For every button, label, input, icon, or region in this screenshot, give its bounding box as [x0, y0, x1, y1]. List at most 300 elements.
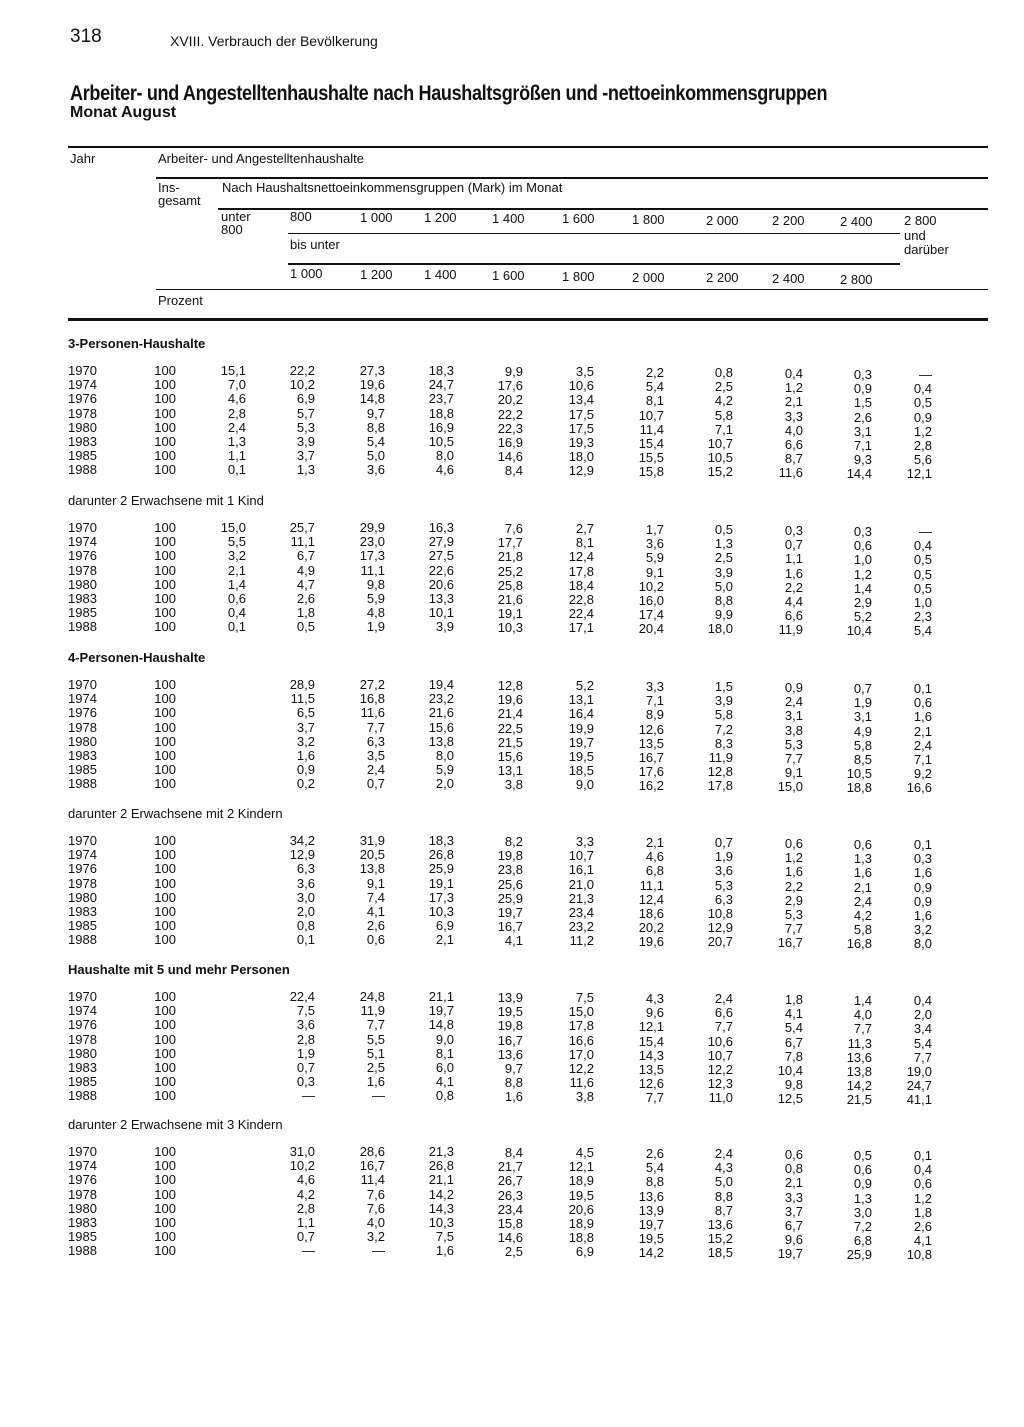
cell-year: 1983 [68, 434, 97, 449]
cell-year: 1970 [68, 520, 97, 535]
header-last-2: und [904, 228, 926, 243]
cell-value: 22,8 [568, 592, 594, 607]
cell-year: 1988 [68, 932, 97, 948]
header-to-1: 1 200 [360, 267, 393, 282]
cell-value: 14,8 [359, 391, 385, 407]
cell-value: 7,6 [366, 1200, 385, 1216]
cell-value: 17,3 [428, 889, 454, 905]
cell-value: 2,4 [784, 694, 803, 710]
cell-value: 16,6 [568, 1032, 594, 1048]
cell-value: 16,9 [497, 435, 523, 450]
cell-value: 1,8 [784, 992, 803, 1007]
cell-value: — [919, 524, 932, 539]
cell-value: 14,4 [846, 466, 872, 482]
cell-value: 100 [154, 405, 176, 421]
cell-value: 4,6 [296, 1172, 315, 1188]
cell-value: 0,1 [913, 681, 932, 696]
cell-year: 1980 [68, 576, 97, 592]
cell-value: 4,7 [296, 576, 315, 592]
cell-value: 4,6 [645, 849, 664, 865]
cell-value: 0,9 [784, 680, 803, 695]
cell-value: 14,3 [638, 1047, 664, 1063]
cell-value: 0,6 [853, 1162, 872, 1178]
cell-value: 100 [154, 1215, 176, 1230]
cell-value: 100 [154, 932, 176, 948]
cell-value: 9,9 [714, 607, 733, 623]
cell-value: 100 [154, 1172, 176, 1188]
cell-value: 23,4 [497, 1201, 523, 1217]
cell-value: 1,3 [227, 434, 246, 449]
cell-value: 24,7 [906, 1078, 932, 1094]
cell-value: 100 [154, 847, 176, 863]
cell-value: 7,5 [296, 1003, 315, 1019]
cell-value: 13,4 [568, 392, 594, 408]
cell-value: 11,9 [708, 750, 733, 765]
cell-value: 18,3 [428, 833, 454, 848]
cell-value: 6,6 [784, 608, 803, 624]
cell-value: 13,5 [638, 1062, 664, 1077]
cell-value: 20,6 [428, 576, 454, 592]
section-label: 3-Personen-Haushalte [68, 336, 206, 351]
cell-value: 5,4 [366, 434, 385, 449]
cell-value: 100 [154, 719, 176, 735]
cell-value: 12,2 [707, 1062, 733, 1077]
cell-value: 5,4 [645, 379, 664, 395]
cell-value: 1,4 [853, 993, 872, 1008]
cell-value: 2,6 [366, 918, 385, 934]
table-row [0, 576, 1024, 596]
cell-value: 100 [154, 377, 176, 393]
cell-value: 12,4 [568, 549, 594, 565]
cell-year: 1985 [68, 1229, 97, 1245]
table-row [0, 861, 1024, 881]
cell-value: 5,9 [366, 591, 385, 606]
cell-value: 11,1 [290, 534, 315, 550]
cell-value: 0,8 [784, 1161, 803, 1177]
cell-value: 0,5 [296, 619, 315, 635]
cell-value: 4,2 [296, 1186, 315, 1202]
table-row [0, 391, 1024, 411]
cell-value: 10,7 [638, 407, 664, 423]
cell-value: 100 [154, 419, 176, 435]
cell-value: 16,7 [497, 919, 523, 935]
table-row [0, 918, 1024, 938]
cell-value: 8,8 [504, 1075, 523, 1091]
cell-value: 100 [154, 691, 176, 707]
cell-value: 25,7 [289, 520, 315, 535]
cell-value: 12,1 [906, 466, 932, 482]
cell-year: 1983 [68, 1060, 97, 1075]
cell-value: 0,7 [296, 1229, 315, 1245]
cell-value: 1,2 [913, 1190, 932, 1206]
cell-value: 3,3 [575, 834, 594, 849]
cell-value: 11,0 [708, 1090, 733, 1106]
cell-value: 4,6 [435, 462, 454, 478]
cell-value: 12,6 [638, 1076, 664, 1092]
rule-header-bottom [68, 318, 988, 321]
cell-value: 0,1 [913, 837, 932, 852]
cell-value: 0,9 [853, 1176, 872, 1192]
cell-value: 28,9 [289, 677, 315, 692]
cell-value: 10,3 [497, 620, 523, 636]
cell-value: 2,1 [853, 879, 872, 895]
cell-value: 100 [154, 548, 176, 564]
cell-value: 0,1 [227, 462, 246, 478]
cell-value: 0,6 [784, 1147, 803, 1162]
cell-year: 1980 [68, 889, 97, 905]
cell-value: 21,6 [497, 592, 523, 607]
cell-value: 31,9 [359, 833, 385, 848]
cell-value: 13,9 [638, 1202, 664, 1218]
cell-value: 6,7 [784, 1218, 803, 1233]
cell-value: 26,8 [428, 1158, 454, 1174]
cell-value: 0,7 [714, 835, 733, 850]
cell-value: 100 [154, 677, 176, 692]
cell-value: 4,2 [714, 393, 733, 409]
cell-value: 9,7 [366, 405, 385, 421]
table-row [0, 363, 1024, 382]
cell-value: 31,0 [289, 1144, 315, 1159]
cell-value: 7,1 [714, 421, 733, 437]
cell-value: 100 [154, 875, 176, 891]
cell-value: 0,1 [296, 932, 315, 948]
cell-value: 12,1 [638, 1019, 664, 1035]
rule-bis [288, 233, 900, 234]
cell-value: 10,3 [428, 1215, 454, 1230]
cell-value: 5,2 [853, 609, 872, 625]
cell-value: 16,7 [497, 1032, 523, 1048]
cell-value: 3,0 [296, 889, 315, 905]
cell-value: 9,1 [784, 765, 803, 781]
cell-value: 2,6 [645, 1146, 664, 1161]
cell-value: 18,3 [428, 363, 454, 378]
cell-value: 17,6 [497, 378, 523, 394]
cell-value: 27,5 [428, 548, 454, 564]
cell-value: 7,7 [645, 1090, 664, 1106]
cell-value: 100 [154, 1045, 176, 1061]
cell-value: 21,5 [846, 1092, 872, 1108]
cell-value: 8,4 [504, 1145, 523, 1160]
cell-value: 13,1 [568, 692, 594, 708]
cell-value: 2,4 [913, 737, 932, 753]
cell-value: 25,6 [497, 876, 523, 892]
cell-value: 100 [154, 861, 176, 877]
header-to-3: 1 600 [492, 268, 525, 283]
table-row [0, 677, 1024, 696]
cell-value: 1,1 [784, 551, 803, 567]
cell-value: 0,6 [853, 538, 872, 554]
cell-value: 12,3 [707, 1076, 733, 1092]
cell-value: 3,6 [296, 875, 315, 891]
cell-value: 3,9 [714, 693, 733, 709]
cell-value: — [372, 1243, 385, 1259]
cell-value: 100 [154, 1200, 176, 1216]
cell-value: 18,5 [707, 1245, 733, 1261]
cell-value: 0,2 [296, 776, 315, 792]
cell-value: 3,6 [366, 462, 385, 478]
cell-value: 17,0 [568, 1046, 594, 1062]
cell-value: 17,5 [568, 420, 594, 436]
cell-value: 10,5 [428, 434, 454, 449]
cell-value: 8,7 [714, 1202, 733, 1218]
cell-value: 11,4 [639, 421, 664, 437]
cell-year: 1976 [68, 705, 97, 721]
cell-value: 2,1 [227, 562, 246, 578]
table-row [0, 1003, 1024, 1023]
cell-value: 12,4 [638, 891, 664, 907]
header-last-1: 2 800 [904, 213, 937, 228]
cell-value: 19,7 [428, 1003, 454, 1019]
cell-value: 100 [154, 605, 176, 621]
cell-value: 0,3 [913, 851, 932, 867]
cell-value: 4,1 [913, 1233, 932, 1249]
cell-year: 1985 [68, 605, 97, 621]
cell-value: 25,9 [497, 890, 523, 906]
table-row [0, 462, 1024, 482]
cell-value: 22,2 [289, 363, 315, 378]
cell-value: 19,7 [497, 905, 523, 920]
cell-value: 100 [154, 1088, 176, 1104]
header-from-3: 1 400 [492, 211, 525, 226]
cell-value: 20,2 [497, 392, 523, 408]
table-row [0, 1031, 1024, 1051]
table-row [0, 1088, 1024, 1108]
cell-value: 3,7 [296, 448, 315, 464]
cell-value: 4,2 [853, 908, 872, 923]
cell-value: 19,5 [568, 749, 594, 764]
cell-value: 4,1 [784, 1006, 803, 1022]
cell-value: 23,0 [359, 534, 385, 550]
cell-value: 18,5 [568, 763, 594, 779]
cell-value: 0,4 [913, 538, 932, 554]
header-prozent: Prozent [158, 293, 203, 308]
cell-value: 5,3 [784, 736, 803, 752]
cell-value: 21,7 [497, 1159, 523, 1175]
cell-value: 100 [154, 1031, 176, 1047]
table-row [0, 1060, 1024, 1079]
cell-value: 100 [154, 1144, 176, 1159]
table-row [0, 1074, 1024, 1094]
cell-value: 7,4 [366, 889, 385, 905]
cell-value: 8,5 [853, 752, 872, 767]
header-ins-2: gesamt [158, 193, 201, 208]
cell-value: 2,5 [714, 550, 733, 566]
cell-value: 5,6 [913, 452, 932, 468]
cell-value: 2,5 [714, 379, 733, 395]
cell-value: 19,8 [497, 848, 523, 864]
cell-year: 1983 [68, 748, 97, 763]
chapter-title: XVIII. Verbrauch der Bevölkerung [170, 33, 378, 49]
cell-value: 10,1 [428, 605, 454, 621]
cell-value: 10,6 [568, 378, 594, 394]
header-from-1: 1 000 [360, 210, 393, 225]
cell-value: 7,7 [366, 1017, 385, 1033]
cell-year: 1988 [68, 776, 97, 792]
cell-value: 16,8 [359, 691, 385, 707]
cell-value: 21,3 [428, 1144, 454, 1159]
cell-value: 5,8 [714, 707, 733, 723]
cell-value: 1,6 [784, 565, 803, 581]
cell-value: 100 [154, 1243, 176, 1259]
table-row [0, 889, 1024, 909]
cell-value: 1,2 [913, 423, 932, 439]
cell-value: 25,8 [497, 577, 523, 593]
cell-value: 2,2 [784, 878, 803, 894]
header-nach: Nach Haushaltsnettoeinkommensgruppen (Mark) im Monat [222, 180, 563, 195]
cell-value: 6,9 [575, 1244, 594, 1260]
cell-value: 0,9 [853, 381, 872, 397]
cell-value: 5,3 [296, 419, 315, 435]
cell-value: 3,0 [853, 1204, 872, 1220]
cell-value: 19,5 [638, 1231, 664, 1247]
cell-year: 1978 [68, 1186, 97, 1202]
cell-value: 10,5 [846, 766, 872, 782]
cell-value: 3,1 [853, 423, 872, 439]
cell-value: 7,1 [913, 752, 932, 767]
cell-value: 19,4 [428, 677, 454, 692]
cell-value: 100 [154, 1186, 176, 1202]
cell-value: 11,2 [569, 933, 594, 949]
cell-value: 16,7 [359, 1158, 385, 1174]
cell-year: 1978 [68, 719, 97, 735]
cell-year: 1976 [68, 391, 97, 407]
cell-value: 7,6 [366, 1186, 385, 1202]
table-row [0, 1017, 1024, 1037]
cell-value: 11,6 [778, 465, 803, 481]
header-to-4: 1 800 [562, 269, 595, 284]
cell-value: 100 [154, 1158, 176, 1174]
cell-value: 16,6 [906, 780, 932, 796]
cell-value: 3,6 [645, 536, 664, 552]
cell-value: 5,4 [645, 1160, 664, 1176]
cell-value: 1,6 [366, 1074, 385, 1090]
cell-value: 100 [154, 1017, 176, 1033]
cell-value: 100 [154, 762, 176, 778]
cell-value: 0,3 [296, 1074, 315, 1090]
section-label: Haushalte mit 5 und mehr Personen [68, 962, 290, 977]
page-number: 318 [70, 26, 102, 47]
cell-value: 0,5 [913, 566, 932, 582]
cell-value: 0,8 [296, 918, 315, 934]
cell-value: 12,1 [568, 1159, 594, 1175]
cell-value: 2,4 [366, 762, 385, 778]
cell-value: 14,2 [846, 1078, 872, 1094]
cell-value: 12,5 [777, 1091, 803, 1107]
cell-value: 3,5 [366, 748, 385, 763]
cell-year: 1988 [68, 462, 97, 478]
cell-value: 2,4 [714, 1146, 733, 1161]
cell-value: 0,4 [784, 366, 803, 381]
cell-value: 5,8 [853, 922, 872, 938]
cell-value: 22,4 [289, 989, 315, 1004]
cell-value: 26,3 [497, 1187, 523, 1203]
cell-value: 17,8 [707, 778, 733, 794]
rule-nach [218, 208, 988, 210]
cell-value: 100 [154, 391, 176, 407]
cell-value: 100 [154, 918, 176, 934]
cell-value: 100 [154, 591, 176, 606]
cell-value: 8,0 [913, 936, 932, 952]
cell-value: 21,1 [428, 1172, 454, 1188]
cell-value: 8,1 [575, 535, 594, 551]
cell-value: 3,9 [296, 434, 315, 449]
cell-value: 7,7 [714, 1019, 733, 1035]
cell-value: 0,8 [435, 1088, 454, 1104]
table-row [0, 1215, 1024, 1234]
table-row [0, 434, 1024, 453]
cell-value: 4,1 [504, 933, 523, 949]
cell-value: 21,0 [568, 876, 594, 892]
cell-value: 9,1 [645, 564, 664, 580]
header-unter-1: unter [221, 209, 251, 224]
cell-value: 17,8 [568, 563, 594, 579]
cell-value: 4,1 [435, 1074, 454, 1090]
cell-value: 6,9 [435, 918, 454, 934]
cell-value: 21,8 [497, 549, 523, 565]
cell-value: 23,2 [568, 919, 594, 935]
cell-year: 1978 [68, 562, 97, 578]
cell-value: 1,5 [714, 679, 733, 694]
cell-value: 0,7 [366, 776, 385, 792]
cell-value: 0,5 [714, 522, 733, 537]
cell-value: 7,8 [784, 1048, 803, 1064]
cell-year: 1983 [68, 904, 97, 919]
cell-year: 1974 [68, 691, 97, 707]
cell-value: 0,3 [784, 523, 803, 538]
cell-value: 5,9 [645, 550, 664, 566]
table-row [0, 619, 1024, 639]
cell-value: 19,8 [497, 1018, 523, 1034]
cell-value: 4,9 [296, 562, 315, 578]
table-row [0, 705, 1024, 725]
cell-value: 0,9 [913, 409, 932, 425]
cell-value: 16,8 [846, 936, 872, 952]
cell-value: 15,8 [497, 1216, 523, 1231]
cell-value: 0,7 [296, 1060, 315, 1075]
cell-value: 4,1 [366, 904, 385, 919]
cell-value: 3,9 [435, 619, 454, 635]
cell-value: 0,8 [714, 365, 733, 380]
cell-value: 1,8 [913, 1204, 932, 1220]
cell-value: 16,0 [638, 593, 664, 608]
header-from-2: 1 200 [424, 210, 457, 225]
cell-value: 4,3 [645, 991, 664, 1006]
rule-prozent-top [156, 289, 988, 290]
cell-value: 22,2 [497, 406, 523, 422]
cell-value: 10,7 [568, 848, 594, 864]
cell-value: 1,6 [435, 1243, 454, 1259]
cell-value: 11,9 [778, 622, 803, 638]
cell-value: 25,9 [428, 861, 454, 877]
cell-value: 19,6 [359, 377, 385, 393]
cell-value: 0,5 [913, 580, 932, 596]
cell-value: 29,9 [359, 520, 385, 535]
cell-value: 13,6 [497, 1046, 523, 1062]
cell-value: 7,2 [853, 1219, 872, 1234]
cell-value: 1,3 [853, 851, 872, 867]
cell-year: 1988 [68, 1088, 97, 1104]
cell-value: 1,3 [853, 1190, 872, 1206]
cell-value: 6,6 [714, 1005, 733, 1021]
header-last-3: darüber [904, 242, 949, 257]
cell-year: 1976 [68, 548, 97, 564]
cell-value: 1,3 [296, 462, 315, 478]
cell-value: 6,8 [645, 863, 664, 879]
cell-value: 14,6 [497, 1230, 523, 1246]
cell-value: 2,8 [296, 1031, 315, 1047]
cell-year: 1988 [68, 619, 97, 635]
cell-value: 21,4 [497, 706, 523, 722]
